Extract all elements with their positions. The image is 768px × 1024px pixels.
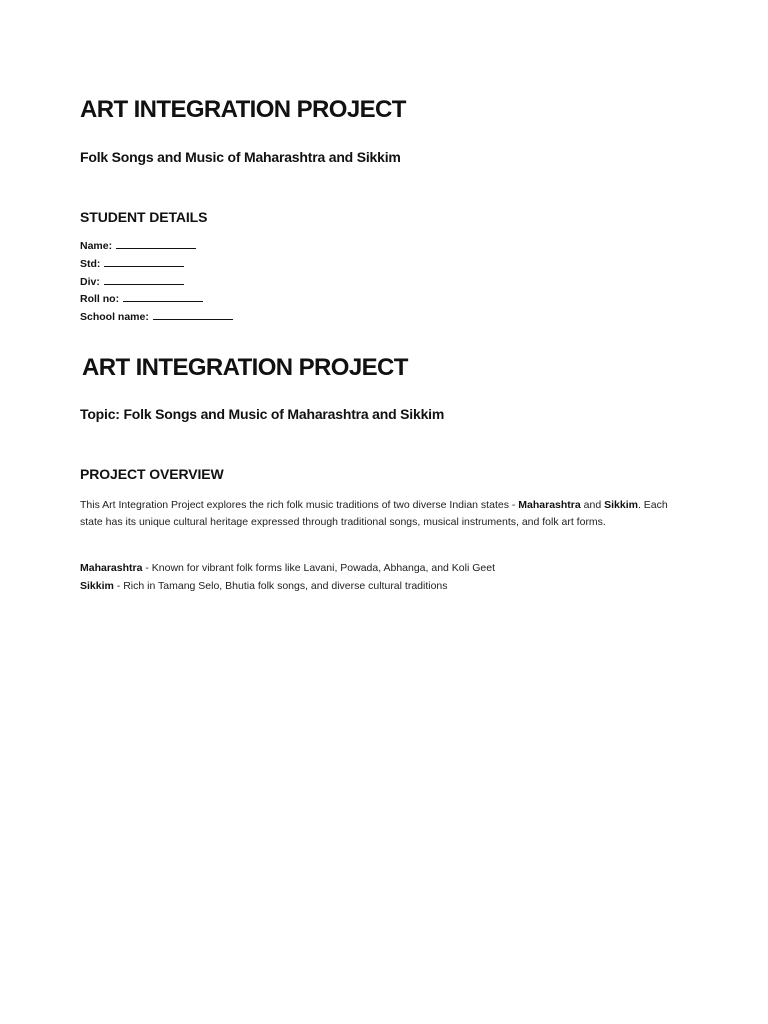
overview-text-2: and [580, 499, 605, 511]
div-blank-line [104, 275, 184, 285]
cover-subtitle: Folk Songs and Music of Maharashtra and Sikkim [80, 149, 401, 165]
div-field [80, 275, 184, 288]
overview-bold-sikkim: Sikkim [604, 499, 638, 511]
topic-line: Topic: Folk Songs and Music of Maharashtra and Sikkim [80, 406, 445, 422]
std-blank-line [104, 257, 184, 267]
std-field [80, 257, 184, 270]
school-name-field [80, 310, 233, 323]
roll-no-blank-line [123, 292, 203, 302]
name-label: Name: [80, 240, 113, 252]
state-line-sikkim [80, 580, 448, 592]
section-title: ART INTEGRATION PROJECT [82, 354, 408, 381]
overview-text-3: . Each state has its unique cultural heritage expressed through traditional songs, musical instruments, and folk art forms. [80, 499, 668, 528]
school-name-blank-line [153, 310, 233, 320]
state-line-maharashtra [80, 562, 495, 574]
name-blank-line [116, 239, 196, 249]
name-field [80, 239, 196, 252]
roll-no-label: Roll no: [80, 293, 120, 305]
project-overview-heading: PROJECT OVERVIEW [80, 466, 224, 482]
state-name: Maharashtra [80, 562, 143, 574]
roll-no-field [80, 292, 203, 305]
cover-title: ART INTEGRATION PROJECT [80, 96, 406, 123]
state-name: Sikkim [80, 580, 114, 592]
student-details-heading: STUDENT DETAILS [80, 209, 208, 225]
div-label: Div: [80, 276, 100, 288]
overview-paragraph [80, 497, 690, 531]
state-description: - Known for vibrant folk forms like Lavani, Powada, Abhanga, and Koli Geet [142, 562, 495, 574]
overview-bold-maharashtra: Maharashtra [518, 499, 581, 511]
school-name-label: School name: [80, 311, 149, 323]
state-description: - Rich in Tamang Selo, Bhutia folk songs, and diverse cultural traditions [113, 580, 448, 592]
overview-text-1: This Art Integration Project explores the rich folk music traditions of two diverse Indian states - [80, 499, 519, 511]
std-label: Std: [80, 258, 101, 270]
